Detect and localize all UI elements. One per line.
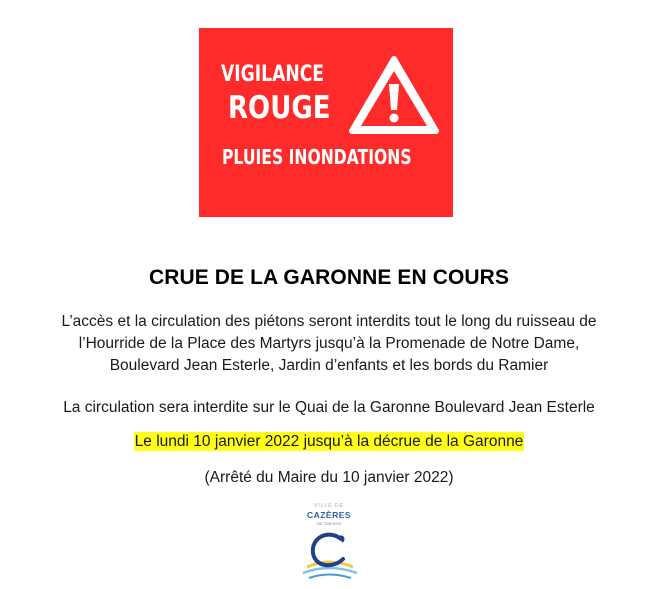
logo-town-name: CAZÈRES bbox=[306, 510, 352, 520]
access-restriction-line: L’accès et la circulation des piétons seront interdits tout le long du ruisseau de bbox=[61, 313, 597, 330]
cazeres-logo bbox=[291, 503, 367, 583]
logo-sub-text: sur Garonne bbox=[316, 521, 342, 526]
banner-line-rouge: ROUGE bbox=[228, 90, 331, 126]
warning-triangle-icon bbox=[347, 54, 441, 136]
cazeres-c-emblem-icon bbox=[299, 527, 359, 583]
date-line bbox=[0, 431, 658, 453]
decree-reference: (Arrêté du Maire du 10 janvier 2022) bbox=[204, 469, 454, 486]
notice-heading: CRUE DE LA GARONNE EN COURS bbox=[148, 266, 510, 289]
vigilance-banner bbox=[199, 28, 453, 217]
banner-line-pluies-inondations: PLUIES INONDATIONS bbox=[222, 145, 412, 169]
banner-line-vigilance: VIGILANCE bbox=[221, 62, 325, 87]
access-restriction-line: Boulevard Jean Esterle, Jardin d’enfants et les bords du Ramier bbox=[109, 357, 549, 374]
access-restriction-line: l’Hourride de la Place des Martyrs jusqu’à la Promenade de Notre Dame, bbox=[78, 335, 580, 352]
logo-top-text: VILLE DE bbox=[314, 503, 344, 509]
traffic-restriction-paragraph: La circulation sera interdite sur le Quai de la Garonne Boulevard Jean Esterle bbox=[63, 399, 595, 416]
access-restriction-paragraph bbox=[0, 311, 658, 377]
highlighted-date-text: Le lundi 10 janvier 2022 jusqu’à la décrue de la Garonne bbox=[134, 433, 524, 450]
